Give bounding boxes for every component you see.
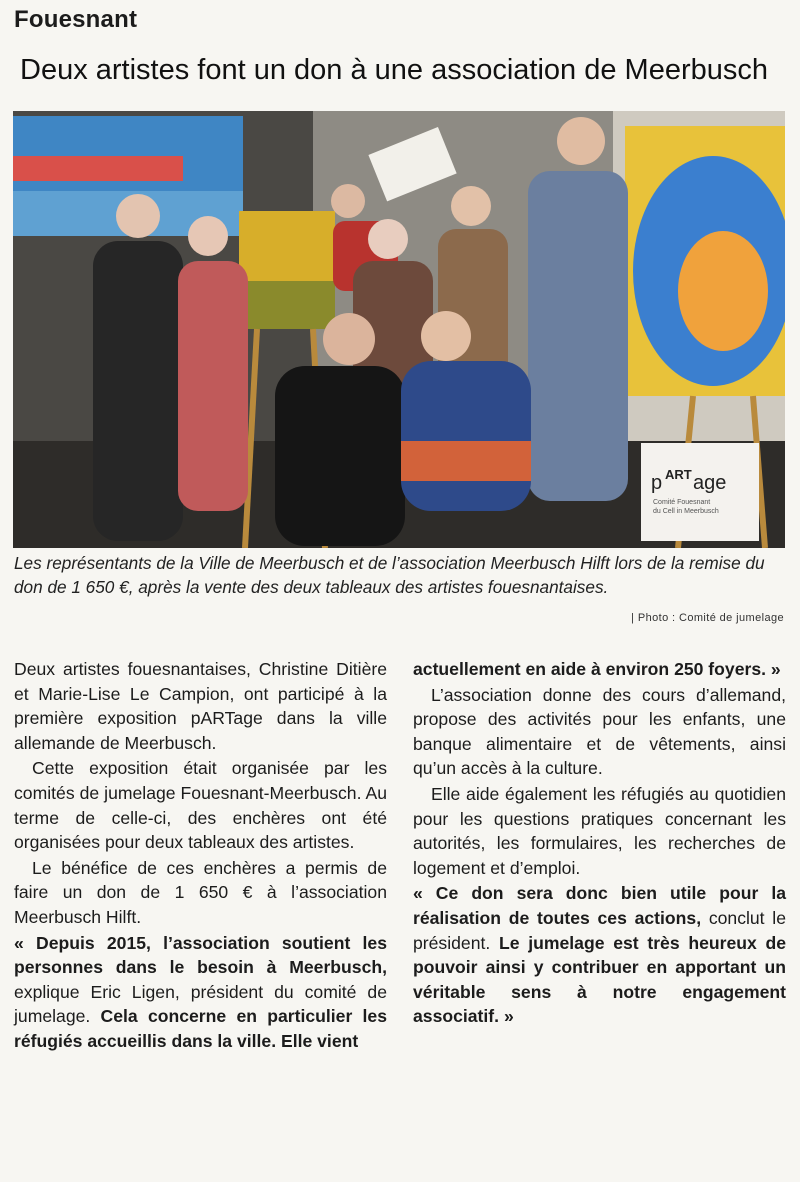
quote-continuation: actuellement en aide à environ 250 foyers. » bbox=[413, 659, 781, 679]
svg-text:ART: ART bbox=[665, 467, 692, 482]
attribution-text: conclut le président. bbox=[413, 907, 786, 953]
attribution-text: explique Eric Ligen, président du comité de jumelage. bbox=[14, 981, 387, 1027]
paragraph: Elle aide également les réfugiés au quotidien pour les questions pratiques concernant les autorités, les formulaires, les recherches de logement et d’emploi. bbox=[413, 783, 786, 878]
article-headline: Deux artistes font un don à une association de Meerbusch bbox=[20, 54, 769, 86]
svg-text:p: p bbox=[651, 472, 663, 494]
quote-text: « Depuis 2015, l’association soutient les personnes dans le besoin à Meerbusch, bbox=[14, 932, 387, 978]
section-heading: Fouesnant bbox=[14, 6, 138, 33]
quote-paragraph bbox=[413, 881, 786, 1029]
article-photo bbox=[13, 111, 785, 548]
quote-text: Cela concerne en particulier les réfugiés accueillis dans la ville. Elle vient bbox=[14, 1006, 387, 1051]
svg-text:du Cell in Meerbusch: du Cell in Meerbusch bbox=[653, 508, 719, 515]
article-column-right bbox=[413, 657, 786, 1030]
quote-text: Le jumelage est très heureux de pouvoir ainsi y contribuer en apportant un véritable sens à notre engagement associatif. » bbox=[413, 932, 787, 1027]
photo-credit: | Photo : Comité de jumelage bbox=[631, 612, 784, 624]
quote-text: « Ce don sera donc bien utile pour la réalisation de toutes ces actions, bbox=[413, 883, 786, 928]
paragraph: Deux artistes fouesnantaises, Christine Ditière et Marie-Lise Le Campion, ont participé à la première exposition pARTage dans la ville allemande de Meerbusch. bbox=[14, 659, 387, 753]
quote-paragraph bbox=[14, 931, 387, 1054]
paragraph: L’association donne des cours d’allemand, propose des activités pour les enfants, une banque alimentaire et de vêtements, ainsi qu’un accès à la culture. bbox=[413, 684, 786, 779]
paragraph: Le bénéfice de ces enchères a permis de faire un don de 1 650 € à l’association Meerbusch Hilft. bbox=[14, 857, 387, 927]
photo-caption: Les représentants de la Ville de Meerbusch et de l’association Meerbusch Hilft lors de la remise du don de 1 650 €, après la vente des deux tableaux des artistes fouesnantaises. bbox=[14, 553, 765, 597]
article-column-left bbox=[14, 657, 387, 1055]
paragraph: Cette exposition était organisée par les comités de jumelage Fouesnant-Meerbusch. Au terme de celle-ci, des enchères ont été organisées pour deux tableaux des artistes. bbox=[14, 758, 387, 853]
svg-text:Comité Fouesnant: Comité Fouesnant bbox=[653, 499, 711, 506]
svg-text:age: age bbox=[693, 472, 727, 494]
